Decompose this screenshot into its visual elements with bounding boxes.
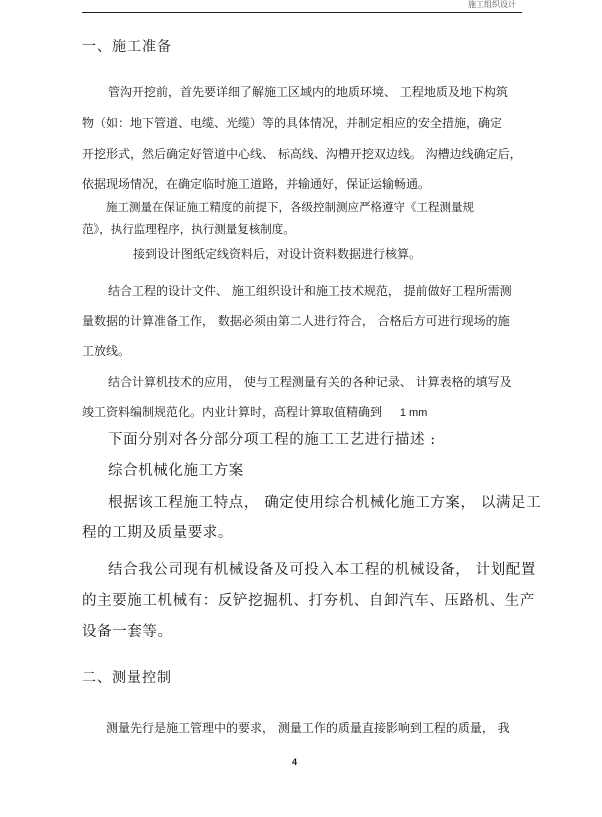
paragraph-line: 量数据的计算准备工作， 数据必须由第二人进行符合， 合格后方可进行现场的施 — [82, 314, 510, 328]
paragraph-line: 的主要施工机械有：反铲挖掘机、打夯机、自卸汽车、压路机、生产 — [82, 593, 535, 609]
paragraph-line: 程的工期及质量要求。 — [82, 525, 233, 541]
running-header: 施工组织设计 — [468, 0, 516, 9]
paragraph-line: 下面分别对各分部分项工程的施工工艺进行描述 : — [108, 432, 436, 448]
section-title-survey: 二、测量控制 — [82, 670, 172, 686]
paragraph-line: 结合计算机技术的应用， 使与工程测量有关的各种记录、 计算表格的填写及 — [108, 375, 512, 389]
subsection-title: 综合机械化施工方案 — [108, 463, 244, 479]
header-rule — [82, 12, 522, 13]
paragraph-text: 竣工资料编制规范化。内业计算时，高程计算取值精确到 — [82, 405, 383, 419]
section-title-preparation: 一、施工准备 — [82, 39, 172, 55]
paragraph-line: 设备一套等。 — [82, 624, 173, 640]
paragraph-line: 工放线。 — [82, 344, 131, 358]
paragraph-line: 范》，执行监理程序，执行测量复核制度。 — [82, 222, 295, 236]
paragraph-line: 根据该工程施工特点， 确定使用综合机械化施工方案， 以满足工 — [108, 495, 542, 511]
paragraph-line: 开挖形式，然后确定好管道中心线、 标高线、沟槽开挖双边线。 沟槽边线确定后， — [82, 147, 522, 161]
paragraph-line: 物（如：地下管道、电缆、光缆）等的具体情况，并制定相应的安全措施，确定 — [82, 116, 503, 130]
paragraph-line: 结合我公司现有机械设备及可投入本工程的机械设备， 计划配置 — [108, 562, 537, 578]
paragraph-line: 施工测量在保证施工精度的前提下，各级控制测应严格遵守《工程测量规 — [106, 200, 474, 214]
paragraph-line: 依据现场情况，在确定临时施工道路，并输通好，保证运输畅通。 — [82, 177, 431, 191]
precision-value: 1 mm — [399, 407, 428, 419]
paragraph-line: 管沟开挖前，首先要详细了解施工区域内的地质环境、 工程地质及地下构筑 — [108, 85, 508, 99]
page-number: 4 — [292, 757, 298, 767]
paragraph-line: 结合工程的设计文件、 施工组织设计和施工技术规范， 提前做好工程所需测 — [108, 284, 512, 298]
paragraph-line: 接到设计图纸定线资料后，对设计资料数据进行核算。 — [133, 247, 422, 261]
paragraph-line — [82, 404, 427, 421]
paragraph-line: 测量先行是施工管理中的要求， 测量工作的质量直接影响到工程的质量， 我 — [106, 721, 510, 735]
